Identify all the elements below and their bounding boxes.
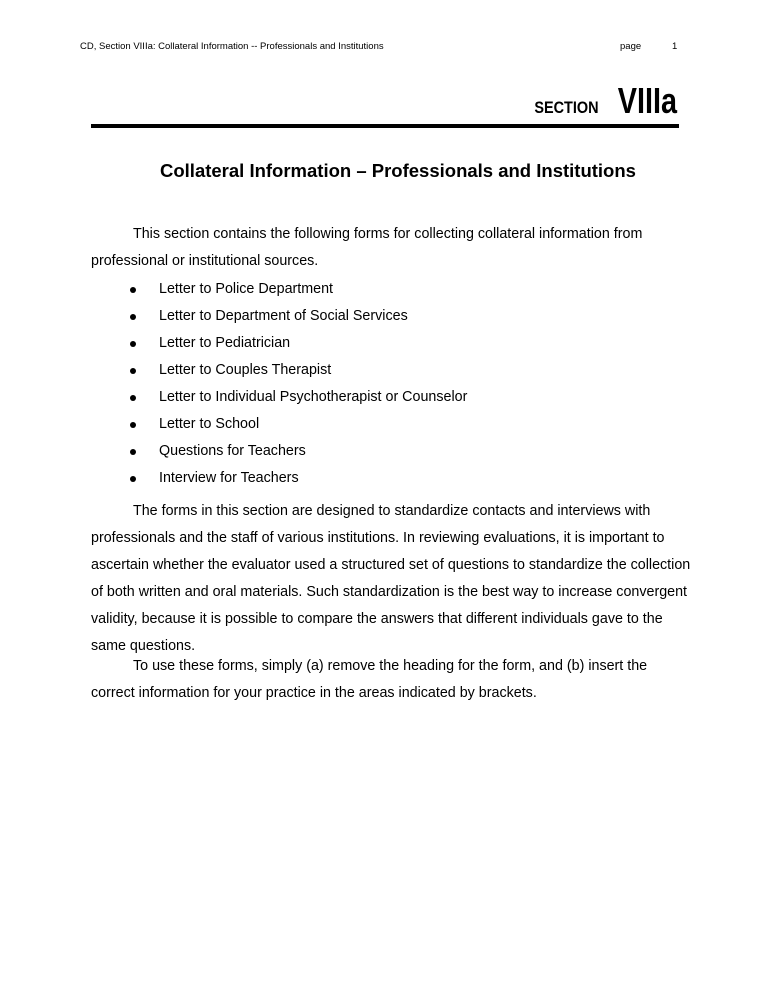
page-number: 1 [672,41,678,52]
section-word: SECTION [534,98,599,117]
forms-list [127,276,467,492]
intro-text: This section contains the following forms for collecting collateral information from professional or institutional sources. [91,226,643,269]
intro-paragraph [91,221,691,275]
section-heading [523,80,677,122]
list-item: Letter to Couples Therapist [127,357,467,384]
bullet-icon [130,395,136,401]
list-item: Interview for Teachers [127,465,467,492]
bullet-icon [130,341,136,347]
bullet-icon [130,287,136,293]
standardization-text: The forms in this section are designed to standardize contacts and interviews with professionals and the staff of various institutions. In reviewing evaluations, it is important to ascertain whether the evaluator used a structured set of questions to standardize the collection of both written and oral materials. Such standardization is the best way to increase convergent validity, because it is possible to compare the answers that different individuals gave to the same questions. [91,503,691,654]
page-title: Collateral Information – Professionals and Institutions [160,160,636,181]
page-label: page [620,41,642,52]
bullet-icon [130,449,136,455]
bullet-icon [130,422,136,428]
bullet-icon [130,314,136,320]
list-item: Letter to Police Department [127,276,467,303]
list-item: Letter to Pediatrician [127,330,467,357]
list-item: Letter to Department of Social Services [127,303,467,330]
instructions-paragraph [91,653,691,707]
bullet-icon [130,476,136,482]
bullet-icon [130,368,136,374]
section-number: VIIIa [617,80,677,121]
list-item: Questions for Teachers [127,438,467,465]
instructions-text: To use these forms, simply (a) remove the heading for the form, and (b) insert the correct information for your practice in the areas indicated by brackets. [91,658,648,701]
list-item: Letter to Individual Psychotherapist or Counselor [127,384,467,411]
standardization-paragraph [91,498,691,660]
running-header: CD, Section VIIIa: Collateral Information -- Professionals and Institutions [80,41,384,52]
list-item: Letter to School [127,411,467,438]
section-divider [91,124,679,128]
